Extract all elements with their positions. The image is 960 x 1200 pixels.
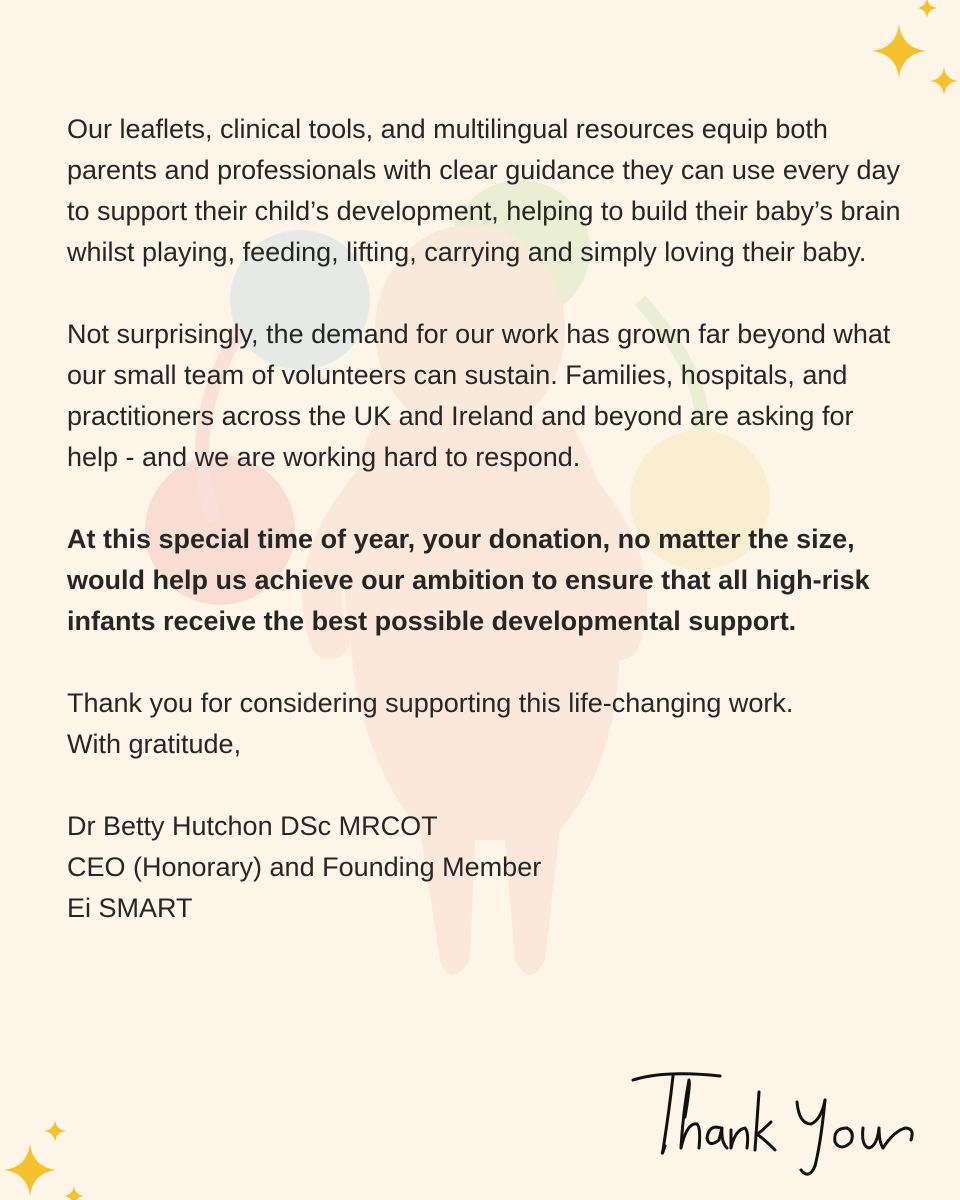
closing-salutation: With gratitude,: [67, 729, 242, 759]
paragraph-donation-appeal: At this special time of year, your donation, no matter the size, would help us achieve our ambition to ensure that all high-risk infants receive the best possible developmental support.: [67, 524, 870, 636]
signatory-organisation: Ei SMART: [67, 893, 193, 923]
sparkle-icon-top-large: [872, 24, 926, 78]
sparkle-icon-top-small: [917, 0, 937, 18]
thank-you-line: Thank you for considering supporting this life-changing work.: [67, 688, 794, 718]
signature-block: [67, 806, 907, 929]
sparkle-icon-bottom-edge: [64, 1186, 84, 1200]
signatory-role: CEO (Honorary) and Founding Member: [67, 852, 542, 882]
signatory-name: Dr Betty Hutchon DSc MRCOT: [67, 811, 438, 841]
letter-body: [67, 109, 907, 929]
handwritten-thank-you: [625, 1062, 925, 1182]
sparkle-icon-bottom-large: [4, 1144, 56, 1196]
paragraph-demand: Not surprisingly, the demand for our work has grown far beyond what our small team of volunteers can sustain. Families, hospitals, and practitioners across the UK and Ireland and beyond are asking for help - and we are working hard to respond.: [67, 319, 891, 472]
closing-block: [67, 683, 907, 765]
paragraph-resources: Our leaflets, clinical tools, and multilingual resources equip both parents and professionals with clear guidance they can use every day to support their child’s development, helping to build their baby’s brain whilst playing, feeding, lifting, carrying and simply loving their baby.: [67, 114, 901, 267]
sparkle-icon-bottom-small: [44, 1120, 66, 1142]
sparkle-icon-top-right: [930, 67, 958, 95]
